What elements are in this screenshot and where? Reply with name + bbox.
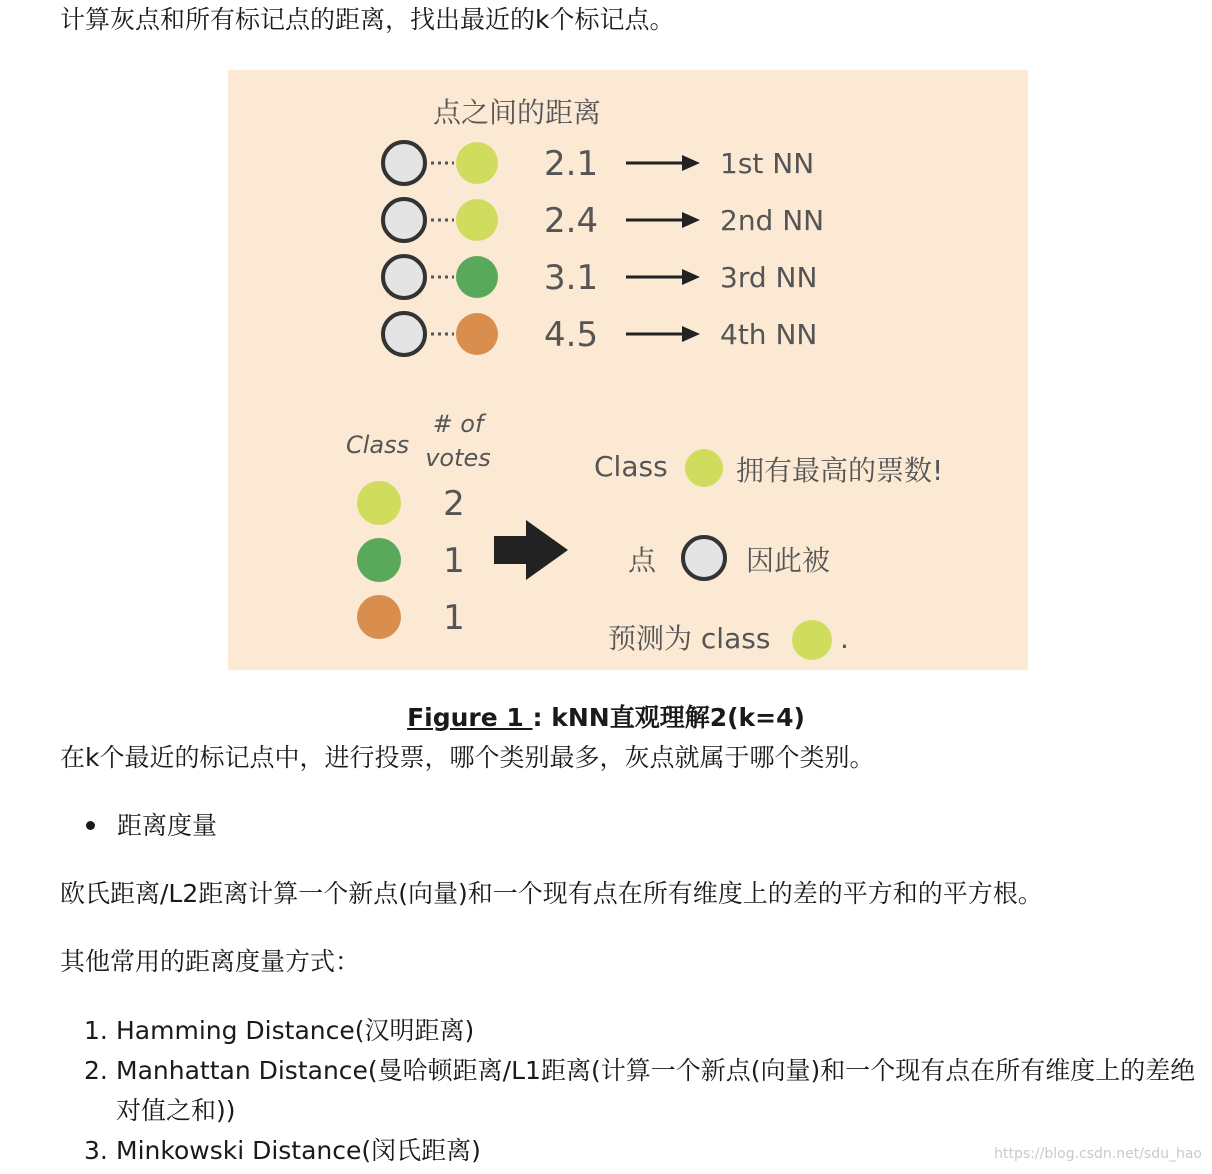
list-number: 2. [84, 1056, 108, 1085]
vote-count: 1 [443, 598, 465, 638]
list-number: 3. [84, 1136, 108, 1165]
result-line3-pre: 预测为 class [608, 622, 771, 655]
neighbor-rank-label: 3rd NN [720, 261, 818, 294]
table-header-class: Class [346, 431, 410, 459]
neighbor-point-icon [456, 199, 498, 241]
result-line3-post: . [840, 622, 849, 655]
query-point-icon [383, 313, 425, 355]
arrow-head-icon [682, 155, 700, 171]
result-line2-pre: 点 [628, 544, 657, 577]
result-line2-post: 因此被 [746, 544, 831, 577]
bullet-text: 距离度量 [117, 811, 218, 840]
neighbor-rank-label: 4th NN [720, 318, 818, 351]
result-line3-dot [792, 620, 832, 660]
class-dot-icon [357, 538, 401, 582]
list-item [84, 1011, 1204, 1051]
result-line2-query-dot [683, 537, 725, 579]
bullet-dot-icon [86, 821, 95, 830]
neighbor-point-icon [456, 313, 498, 355]
vote-count: 2 [443, 484, 465, 524]
knn-figure [228, 70, 1028, 670]
result-line1-post: 拥有最高的票数! [736, 454, 944, 487]
arrow-head-icon [682, 269, 700, 285]
list-text: Hamming Distance(汉明距离) [116, 1016, 475, 1045]
figure-caption [0, 700, 1212, 736]
figure-label: Figure 1 [407, 703, 533, 732]
figure-heading: 点之间的距离 [433, 96, 602, 129]
neighbor-rank-label: 1st NN [720, 147, 815, 180]
intro-paragraph: 计算灰点和所有标记点的距离，找出最近的k个标记点。 [60, 5, 675, 34]
list-text: Minkowski Distance(闵氏距离) [116, 1136, 481, 1165]
distance-value: 2.1 [544, 144, 599, 184]
class-dot-icon [357, 481, 401, 525]
class-dot-icon [357, 595, 401, 639]
others-heading: 其他常用的距离度量方式： [60, 947, 361, 976]
table-header-votes-1: # of [432, 410, 484, 438]
distance-value: 2.4 [544, 201, 599, 241]
distance-value: 3.1 [544, 258, 599, 298]
list-text: Manhattan Distance(曼哈顿距离/L1距离(计算一个新点(向量)和一个现有点在所有维度上的差绝对值之和)) [116, 1056, 1196, 1125]
watermark: https://blog.csdn.net/sdu_hao [994, 1146, 1202, 1162]
table-header-votes-2: votes [425, 444, 491, 472]
arrow-head-icon [682, 212, 700, 228]
euclidean-paragraph: 欧氏距离/L2距离计算一个新点(向量)和一个现有点在所有维度上的差的平方和的平方根。 [60, 879, 1043, 908]
voting-paragraph: 在k个最近的标记点中，进行投票，哪个类别最多，灰点就属于哪个类别。 [60, 743, 875, 772]
query-point-icon [383, 142, 425, 184]
arrow-head-icon [682, 326, 700, 342]
vote-count: 1 [443, 541, 465, 581]
query-point-icon [383, 256, 425, 298]
list-number: 1. [84, 1016, 108, 1045]
result-line1-pre: Class [594, 450, 668, 483]
list-item [84, 1051, 1204, 1131]
query-point-icon [383, 199, 425, 241]
neighbor-rank-label: 2nd NN [720, 204, 825, 237]
result-line1-dot [685, 449, 723, 487]
knn-diagram [228, 70, 1028, 670]
result-arrow-icon [494, 520, 568, 580]
neighbor-point-icon [456, 256, 498, 298]
neighbor-point-icon [456, 142, 498, 184]
caption-text: : kNN直观理解2(k=4) [532, 703, 805, 732]
distance-value: 4.5 [544, 315, 599, 355]
